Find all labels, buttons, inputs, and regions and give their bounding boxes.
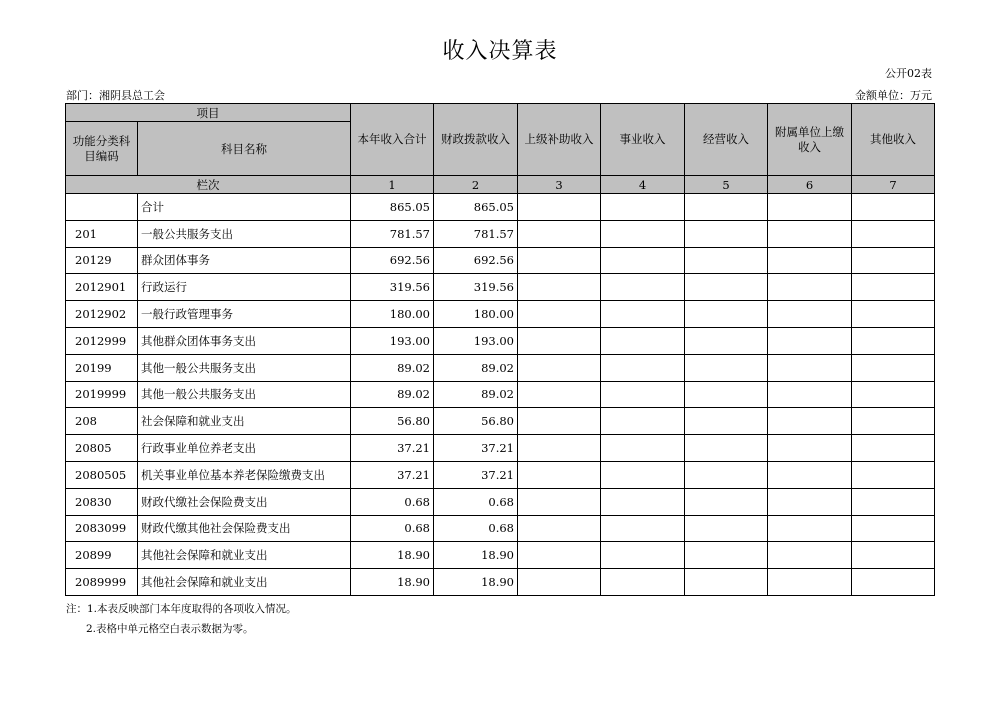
cell-total: 18.90 <box>351 542 434 569</box>
cell-business <box>601 194 685 221</box>
cell-operating <box>685 435 768 462</box>
cell-business <box>601 488 685 515</box>
cell-subject-name: 一般行政管理事务 <box>138 301 351 328</box>
cell-total: 193.00 <box>351 327 434 354</box>
cell-operating <box>685 381 768 408</box>
cell-subject-name: 其他一般公共服务支出 <box>138 381 351 408</box>
cell-total: 781.57 <box>351 220 434 247</box>
header-func-code: 功能分类科目编码 <box>66 122 138 176</box>
cell-other <box>852 354 935 381</box>
cell-superior <box>518 408 601 435</box>
cell-superior <box>518 381 601 408</box>
table-row <box>66 194 935 221</box>
cell-subject-name: 其他一般公共服务支出 <box>138 354 351 381</box>
cell-total: 692.56 <box>351 247 434 274</box>
header-fiscal: 财政拨款收入 <box>434 104 518 176</box>
cell-operating <box>685 542 768 569</box>
cell-other <box>852 327 935 354</box>
table-row <box>66 408 935 435</box>
cell-operating <box>685 247 768 274</box>
cell-business <box>601 327 685 354</box>
col-number: 3 <box>518 176 601 194</box>
cell-business <box>601 408 685 435</box>
cell-operating <box>685 515 768 542</box>
cell-fiscal: 89.02 <box>434 354 518 381</box>
cell-subject-name: 行政事业单位养老支出 <box>138 435 351 462</box>
cell-fiscal: 56.80 <box>434 408 518 435</box>
cell-other <box>852 247 935 274</box>
cell-affiliated <box>768 381 852 408</box>
table-row <box>66 327 935 354</box>
cell-fiscal: 0.68 <box>434 515 518 542</box>
header-affiliated: 附属单位上缴收入 <box>768 104 852 176</box>
cell-other <box>852 569 935 596</box>
col-number: 4 <box>601 176 685 194</box>
cell-operating <box>685 354 768 381</box>
cell-code: 2012999 <box>66 327 138 354</box>
cell-total: 18.90 <box>351 569 434 596</box>
table-row <box>66 220 935 247</box>
cell-superior <box>518 569 601 596</box>
cell-code: 20805 <box>66 435 138 462</box>
cell-affiliated <box>768 327 852 354</box>
amount-unit-label: 金额单位：万元 <box>855 89 932 102</box>
cell-subject-name: 行政运行 <box>138 274 351 301</box>
cell-code: 2080505 <box>66 461 138 488</box>
table-row <box>66 461 935 488</box>
cell-operating <box>685 301 768 328</box>
table-row <box>66 488 935 515</box>
cell-code: 208 <box>66 408 138 435</box>
cell-affiliated <box>768 461 852 488</box>
note-2: 2.表格中单元格空白表示数据为零。 <box>86 623 254 635</box>
cell-subject-name: 机关事业单位基本养老保险缴费支出 <box>138 461 351 488</box>
cell-operating <box>685 327 768 354</box>
cell-business <box>601 542 685 569</box>
cell-affiliated <box>768 301 852 328</box>
cell-subject-name: 其他社会保障和就业支出 <box>138 542 351 569</box>
table-row <box>66 569 935 596</box>
cell-total: 865.05 <box>351 194 434 221</box>
cell-superior <box>518 515 601 542</box>
cell-subject-name: 合计 <box>138 194 351 221</box>
cell-other <box>852 381 935 408</box>
cell-fiscal: 193.00 <box>434 327 518 354</box>
cell-total: 319.56 <box>351 274 434 301</box>
cell-total: 89.02 <box>351 381 434 408</box>
table-row <box>66 381 935 408</box>
cell-superior <box>518 194 601 221</box>
table-row <box>66 274 935 301</box>
cell-fiscal: 865.05 <box>434 194 518 221</box>
cell-code: 20199 <box>66 354 138 381</box>
cell-code: 201 <box>66 220 138 247</box>
cell-other <box>852 488 935 515</box>
cell-superior <box>518 435 601 462</box>
cell-other <box>852 194 935 221</box>
cell-business <box>601 515 685 542</box>
cell-fiscal: 37.21 <box>434 461 518 488</box>
cell-affiliated <box>768 515 852 542</box>
cell-operating <box>685 461 768 488</box>
cell-code: 2012902 <box>66 301 138 328</box>
cell-total: 180.00 <box>351 301 434 328</box>
cell-business <box>601 354 685 381</box>
cell-affiliated <box>768 220 852 247</box>
note-1: 注：1.本表反映部门本年度取得的各项收入情况。 <box>66 603 297 615</box>
cell-affiliated <box>768 435 852 462</box>
cell-total: 89.02 <box>351 354 434 381</box>
cell-total: 0.68 <box>351 488 434 515</box>
cell-fiscal: 781.57 <box>434 220 518 247</box>
cell-operating <box>685 194 768 221</box>
cell-business <box>601 247 685 274</box>
header-column-no: 栏次 <box>66 176 351 194</box>
cell-total: 37.21 <box>351 435 434 462</box>
cell-other <box>852 220 935 247</box>
table-row <box>66 435 935 462</box>
cell-subject-name: 群众团体事务 <box>138 247 351 274</box>
cell-superior <box>518 488 601 515</box>
cell-affiliated <box>768 408 852 435</box>
cell-total: 56.80 <box>351 408 434 435</box>
cell-operating <box>685 274 768 301</box>
col-number: 6 <box>768 176 852 194</box>
cell-operating <box>685 488 768 515</box>
cell-code <box>66 194 138 221</box>
col-number: 1 <box>351 176 434 194</box>
cell-business <box>601 381 685 408</box>
cell-superior <box>518 354 601 381</box>
cell-code: 2089999 <box>66 569 138 596</box>
cell-other <box>852 301 935 328</box>
cell-superior <box>518 301 601 328</box>
cell-subject-name: 其他群众团体事务支出 <box>138 327 351 354</box>
cell-business <box>601 220 685 247</box>
cell-superior <box>518 274 601 301</box>
cell-affiliated <box>768 194 852 221</box>
cell-fiscal: 89.02 <box>434 381 518 408</box>
table-row <box>66 301 935 328</box>
cell-other <box>852 515 935 542</box>
cell-fiscal: 0.68 <box>434 488 518 515</box>
report-title: 收入决算表 <box>442 39 558 64</box>
cell-other <box>852 435 935 462</box>
cell-other <box>852 542 935 569</box>
cell-fiscal: 180.00 <box>434 301 518 328</box>
cell-superior <box>518 461 601 488</box>
cell-code: 2083099 <box>66 515 138 542</box>
header-business: 事业收入 <box>601 104 685 176</box>
cell-business <box>601 461 685 488</box>
cell-superior <box>518 327 601 354</box>
cell-code: 20899 <box>66 542 138 569</box>
cell-code: 2019999 <box>66 381 138 408</box>
col-number: 7 <box>852 176 935 194</box>
table-row <box>66 515 935 542</box>
cell-subject-name: 财政代缴其他社会保险费支出 <box>138 515 351 542</box>
cell-fiscal: 18.90 <box>434 542 518 569</box>
table-row <box>66 542 935 569</box>
cell-code: 20129 <box>66 247 138 274</box>
notes <box>66 599 297 639</box>
cell-subject-name: 一般公共服务支出 <box>138 220 351 247</box>
cell-affiliated <box>768 274 852 301</box>
income-table <box>65 103 935 596</box>
header-subject-name: 科目名称 <box>138 122 351 176</box>
header-total: 本年收入合计 <box>351 104 434 176</box>
cell-code: 20830 <box>66 488 138 515</box>
cell-business <box>601 301 685 328</box>
department-label: 部门：湘阴县总工会 <box>66 89 165 102</box>
header-project: 项目 <box>66 104 351 122</box>
cell-code: 2012901 <box>66 274 138 301</box>
table-row <box>66 247 935 274</box>
cell-affiliated <box>768 488 852 515</box>
cell-subject-name: 其他社会保障和就业支出 <box>138 569 351 596</box>
cell-affiliated <box>768 247 852 274</box>
col-number: 5 <box>685 176 768 194</box>
cell-total: 37.21 <box>351 461 434 488</box>
cell-fiscal: 37.21 <box>434 435 518 462</box>
cell-fiscal: 692.56 <box>434 247 518 274</box>
cell-affiliated <box>768 569 852 596</box>
cell-superior <box>518 542 601 569</box>
cell-other <box>852 408 935 435</box>
table-row <box>66 354 935 381</box>
cell-other <box>852 461 935 488</box>
cell-superior <box>518 247 601 274</box>
cell-business <box>601 274 685 301</box>
cell-superior <box>518 220 601 247</box>
header-other: 其他收入 <box>852 104 935 176</box>
cell-operating <box>685 569 768 596</box>
cell-affiliated <box>768 542 852 569</box>
cell-business <box>601 569 685 596</box>
cell-operating <box>685 220 768 247</box>
header-superior: 上级补助收入 <box>518 104 601 176</box>
cell-subject-name: 财政代缴社会保险费支出 <box>138 488 351 515</box>
cell-total: 0.68 <box>351 515 434 542</box>
cell-operating <box>685 408 768 435</box>
cell-fiscal: 319.56 <box>434 274 518 301</box>
cell-other <box>852 274 935 301</box>
form-number: 公开02表 <box>885 67 932 80</box>
cell-business <box>601 435 685 462</box>
col-number: 2 <box>434 176 518 194</box>
cell-subject-name: 社会保障和就业支出 <box>138 408 351 435</box>
cell-affiliated <box>768 354 852 381</box>
header-operating: 经营收入 <box>685 104 768 176</box>
cell-fiscal: 18.90 <box>434 569 518 596</box>
